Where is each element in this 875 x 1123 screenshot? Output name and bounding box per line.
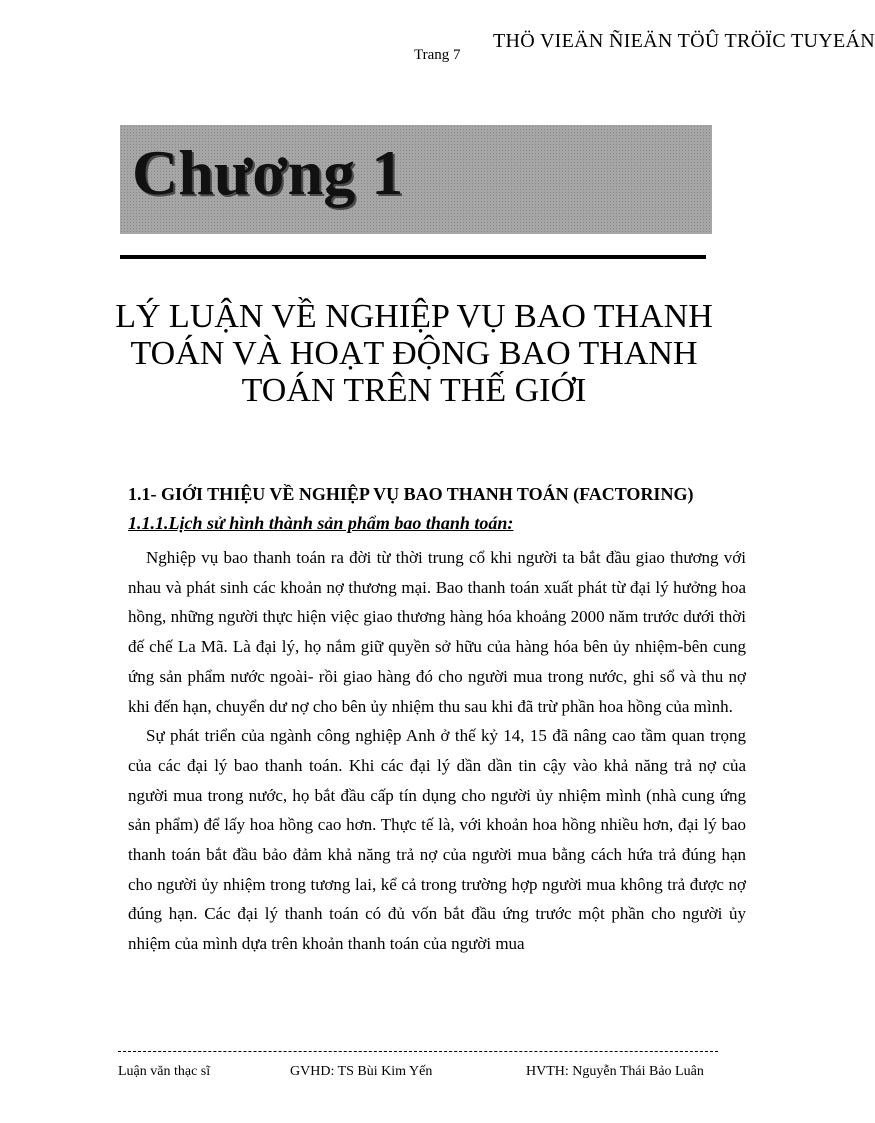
chapter-heading-line: TOÁN VÀ HOẠT ĐỘNG BAO THANH bbox=[130, 335, 698, 372]
footer-advisor: GVHD: TS Bùi Kim Yến bbox=[290, 1064, 433, 1079]
chapter-heading bbox=[100, 298, 728, 409]
section-heading: 1.1- GIỚI THIỆU VỀ NGHIỆP VỤ BAO THANH TOÁN (FACTORING) bbox=[128, 484, 694, 504]
paragraph: Nghiệp vụ bao thanh toán ra đời từ thời trung cổ khi người ta bắt đầu giao thương với nhau và phát sinh các khoản nợ thương mại. Bao thanh toán xuất phát từ đại lý hưởng hoa hồng, những người thực hiện việc giao thương hàng hóa khoảng 2000 năm trước dưới thời đế chế La Mã. Là đại lý, họ nắm giữ quyền sở hữu của hàng hóa bên ủy nhiệm-bên cung ứng sản phẩm nước ngoài- rồi giao hàng đó cho người mua trong nước, ghi sổ và thu nợ khi đến hạn, chuyển dư nợ cho bên ủy nhiệm thu sau khi đã trừ phần hoa hồng của mình. bbox=[128, 548, 746, 716]
page-number: Trang 7 bbox=[414, 47, 461, 63]
footer-author: HVTH: Nguyễn Thái Bảo Luân bbox=[526, 1064, 704, 1079]
chapter-title: Chương 1 bbox=[132, 137, 404, 208]
chapter-rule bbox=[120, 255, 706, 259]
footer-thesis-type: Luận văn thạc sĩ bbox=[118, 1064, 211, 1079]
library-watermark: THÖ VIEÄN ÑIEÄN TÖÛ TRÖÏC TUYEÁN bbox=[493, 30, 875, 52]
paragraph: Sự phát triển của ngành công nghiệp Anh ở thế kỷ 14, 15 đã nâng cao tầm quan trọng của các đại lý bao thanh toán. Khi các đại lý dần dần tin cậy vào khả năng trả nợ của người mua trong nước, họ bắt đầu cấp tín dụng cho người ủy nhiệm mình (nhà cung ứng sản phẩm) để lấy hoa hồng cao hơn. Thực tế là, với khoản hoa hồng nhiều hơn, đại lý bao thanh toán bắt đầu bảo đảm khả năng trả nợ của người mua bằng cách hứa trả đúng hạn cho người ủy nhiệm trong tương lai, kể cả trong trường hợp người mua không trả được nợ đúng hạn. Các đại lý thanh toán có đủ vốn bắt đầu ứng trước một phần cho người ủy nhiệm của mình dựa trên khoản thanh toán của người mua bbox=[128, 726, 746, 954]
subsection-heading: 1.1.1.Lịch sử hình thành sản phẩm bao thanh toán: bbox=[128, 513, 514, 533]
chapter-heading-line: LÝ LUẬN VỀ NGHIỆP VỤ BAO THANH bbox=[115, 298, 713, 335]
body-text bbox=[128, 543, 746, 959]
chapter-banner bbox=[120, 125, 712, 234]
chapter-heading-line: TOÁN TRÊN THẾ GIỚI bbox=[241, 372, 587, 409]
footer-rule bbox=[118, 1051, 718, 1052]
